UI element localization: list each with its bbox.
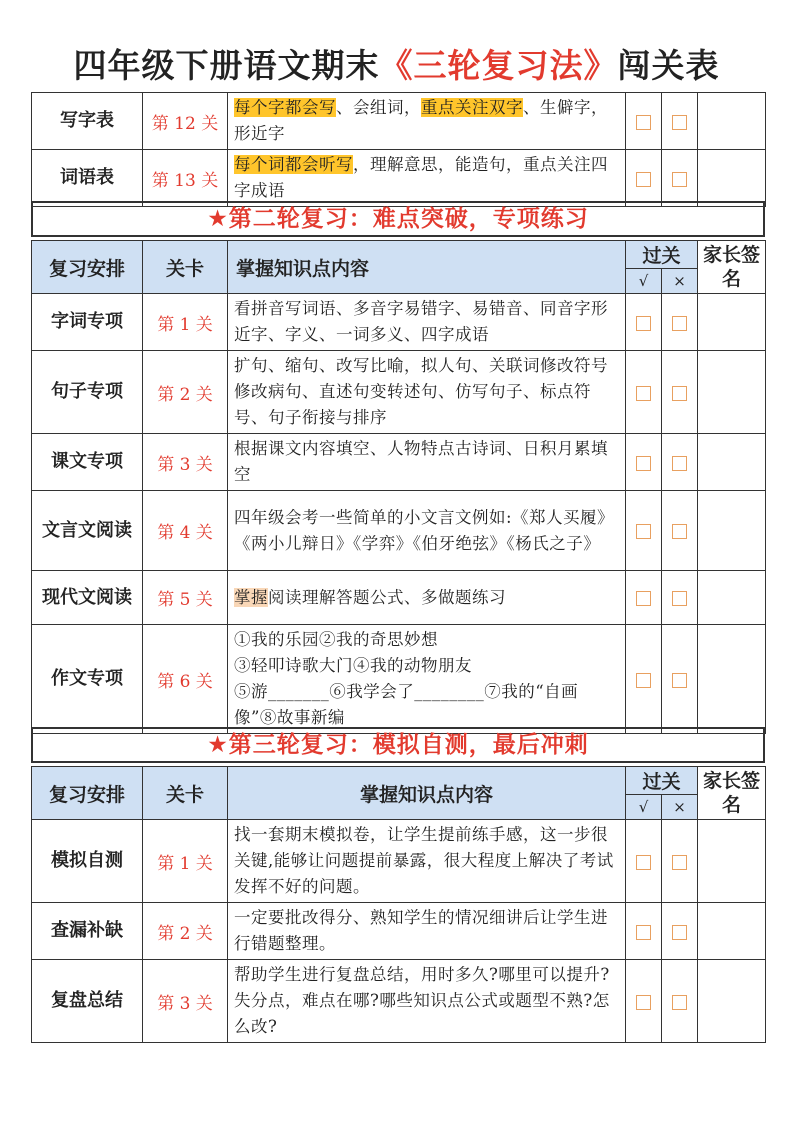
checkbox[interactable] [636, 456, 651, 471]
round3-table [31, 766, 766, 1043]
table-row [32, 294, 766, 351]
signature-cell[interactable] [698, 294, 766, 351]
checkbox[interactable] [636, 115, 651, 130]
checkbox[interactable] [672, 115, 687, 130]
header-content: 掌握知识点内容 [228, 767, 626, 820]
checkbox[interactable] [672, 316, 687, 331]
checkbox[interactable] [672, 925, 687, 940]
signature-cell[interactable] [698, 93, 766, 150]
pass-check-cell[interactable] [626, 351, 662, 434]
header-arrange: 复习安排 [32, 767, 143, 820]
content-cell: 扩句、缩句、改写比喻，拟人句、关联词修改符号修改病句、直述句变转述句、仿写句子、标点符号、句子衔接与排序 [228, 351, 626, 434]
signature-cell[interactable] [698, 434, 766, 491]
content-text: 、生僻字，形近字 [234, 98, 608, 143]
table-row [32, 960, 766, 1043]
content-cell [228, 150, 626, 207]
signature-cell[interactable] [698, 571, 766, 625]
signature-cell[interactable] [698, 491, 766, 571]
checkbox[interactable] [636, 172, 651, 187]
level-cell: 第 6 关 [143, 625, 228, 734]
fail-check-cell[interactable] [662, 351, 698, 434]
category-cell: 字词专项 [32, 294, 143, 351]
header-content: 掌握知识点内容 [228, 241, 626, 294]
checkbox[interactable] [672, 995, 687, 1010]
pass-check-cell[interactable] [626, 625, 662, 734]
level-cell: 第 3 关 [143, 960, 228, 1043]
table-row [32, 625, 766, 734]
checkbox[interactable] [672, 591, 687, 606]
table-header-row [32, 767, 766, 795]
cross-mark-header: × [662, 269, 698, 294]
category-cell: 复盘总结 [32, 960, 143, 1043]
title-highlight: 《三轮复习法》 [379, 46, 618, 85]
pass-check-cell[interactable] [626, 294, 662, 351]
signature-cell[interactable] [698, 351, 766, 434]
pass-check-cell[interactable] [626, 434, 662, 491]
content-cell [228, 571, 626, 625]
pass-check-cell[interactable] [626, 93, 662, 150]
essay-topics-line: ①我的乐园②我的奇思妙想 [234, 630, 438, 649]
checkbox[interactable] [672, 855, 687, 870]
round2-banner: ★第二轮复习：难点突破，专项练习 [31, 201, 765, 237]
signature-cell[interactable] [698, 903, 766, 960]
category-cell: 课文专项 [32, 434, 143, 491]
checkbox[interactable] [672, 524, 687, 539]
round3-banner: ★第三轮复习：模拟自测，最后冲刺 [31, 727, 765, 763]
content-cell [228, 93, 626, 150]
checkbox[interactable] [636, 524, 651, 539]
fail-check-cell[interactable] [662, 820, 698, 903]
level-cell: 第 2 关 [143, 351, 228, 434]
content-cell: 一定要批改得分、熟知学生的情况细讲后让学生进行错题整理。 [228, 903, 626, 960]
pass-check-cell[interactable] [626, 491, 662, 571]
category-cell: 句子专项 [32, 351, 143, 434]
level-cell: 第 4 关 [143, 491, 228, 571]
checkbox[interactable] [636, 855, 651, 870]
category-cell: 文言文阅读 [32, 491, 143, 571]
round1-table [31, 92, 766, 207]
table-row [32, 903, 766, 960]
signature-cell[interactable] [698, 960, 766, 1043]
pass-check-cell[interactable] [626, 150, 662, 207]
header-pass: 过关 [626, 241, 698, 269]
checkbox[interactable] [636, 673, 651, 688]
table-row [32, 571, 766, 625]
fail-check-cell[interactable] [662, 434, 698, 491]
highlight-text: 重点关注双字 [421, 98, 523, 117]
pass-check-cell[interactable] [626, 903, 662, 960]
check-mark-header: √ [626, 269, 662, 294]
table-header-row [32, 241, 766, 269]
content-cell [228, 625, 626, 734]
signature-cell[interactable] [698, 150, 766, 207]
header-sign: 家长签名 [698, 241, 766, 294]
round2-table [31, 240, 766, 734]
content-cell: 帮助学生进行复盘总结，用时多久?哪里可以提升?失分点，难点在哪?哪些知识点公式或题型不熟?怎么改? [228, 960, 626, 1043]
fail-check-cell[interactable] [662, 571, 698, 625]
level-cell: 第 1 关 [143, 820, 228, 903]
fail-check-cell[interactable] [662, 903, 698, 960]
fail-check-cell[interactable] [662, 491, 698, 571]
pass-check-cell[interactable] [626, 571, 662, 625]
highlight-text: 掌握 [234, 587, 268, 607]
content-cell: 找一套期末模拟卷，让学生提前练手感，这一步很关键,能够让问题提前暴露，很大程度上解决了考试发挥不好的问题。 [228, 820, 626, 903]
content-text: 阅读理解答题公式、多做题练习 [268, 587, 506, 607]
essay-topics-line: ③轻叩诗歌大门④我的动物朋友 [234, 656, 472, 675]
cross-mark-header: × [662, 795, 698, 820]
level-cell: 第 12 关 [143, 93, 228, 150]
content-text: 、会组词， [336, 98, 421, 117]
fail-check-cell[interactable] [662, 960, 698, 1043]
category-cell: 模拟自测 [32, 820, 143, 903]
content-text: ，理解意思，能造句，重点关注四字成语 [234, 155, 608, 200]
checkbox[interactable] [636, 316, 651, 331]
checkbox[interactable] [672, 456, 687, 471]
fail-check-cell[interactable] [662, 294, 698, 351]
checkbox[interactable] [672, 673, 687, 688]
check-mark-header: √ [626, 795, 662, 820]
level-cell: 第 13 关 [143, 150, 228, 207]
title-prefix: 四年级下册语文期末 [73, 46, 380, 85]
level-cell: 第 1 关 [143, 294, 228, 351]
category-cell: 词语表 [32, 150, 143, 207]
table-row [32, 820, 766, 903]
pass-check-cell[interactable] [626, 820, 662, 903]
fail-check-cell[interactable] [662, 150, 698, 207]
table-row [32, 150, 766, 207]
checkbox[interactable] [636, 386, 651, 401]
category-cell: 作文专项 [32, 625, 143, 734]
level-cell: 第 3 关 [143, 434, 228, 491]
checkbox[interactable] [636, 591, 651, 606]
essay-topics-line: ⑤游_______⑥我学会了________⑦我的“自画像”⑧故事新编 [234, 682, 579, 727]
highlight-text: 每个字都会写 [234, 98, 336, 117]
content-cell: 根据课文内容填空、人物特点古诗词、日积月累填空 [228, 434, 626, 491]
highlight-text: 每个词都会听写 [234, 155, 353, 174]
table-row [32, 491, 766, 571]
table-row [32, 93, 766, 150]
checkbox[interactable] [636, 925, 651, 940]
header-sign: 家长签名 [698, 767, 766, 820]
header-arrange: 复习安排 [32, 241, 143, 294]
signature-cell[interactable] [698, 820, 766, 903]
level-cell: 第 2 关 [143, 903, 228, 960]
header-level: 关卡 [143, 241, 228, 294]
header-pass: 过关 [626, 767, 698, 795]
content-cell: 看拼音写词语、多音字易错字、易错音、同音字形近字、字义、一词多义、四字成语 [228, 294, 626, 351]
signature-cell[interactable] [698, 625, 766, 734]
category-cell: 写字表 [32, 93, 143, 150]
page-title [0, 40, 793, 92]
level-cell: 第 5 关 [143, 571, 228, 625]
title-suffix: 闯关表 [617, 46, 720, 85]
category-cell: 查漏补缺 [32, 903, 143, 960]
fail-check-cell[interactable] [662, 625, 698, 734]
content-cell: 四年级会考一些简单的小文言文例如:《郑人买履》《两小儿辩日》《学弈》《伯牙绝弦》《杨氏之子》 [228, 491, 626, 571]
checkbox[interactable] [636, 995, 651, 1010]
fail-check-cell[interactable] [662, 93, 698, 150]
category-cell: 现代文阅读 [32, 571, 143, 625]
table-row [32, 351, 766, 434]
checkbox[interactable] [672, 386, 687, 401]
pass-check-cell[interactable] [626, 960, 662, 1043]
checkbox[interactable] [672, 172, 687, 187]
table-row [32, 434, 766, 491]
header-level: 关卡 [143, 767, 228, 820]
